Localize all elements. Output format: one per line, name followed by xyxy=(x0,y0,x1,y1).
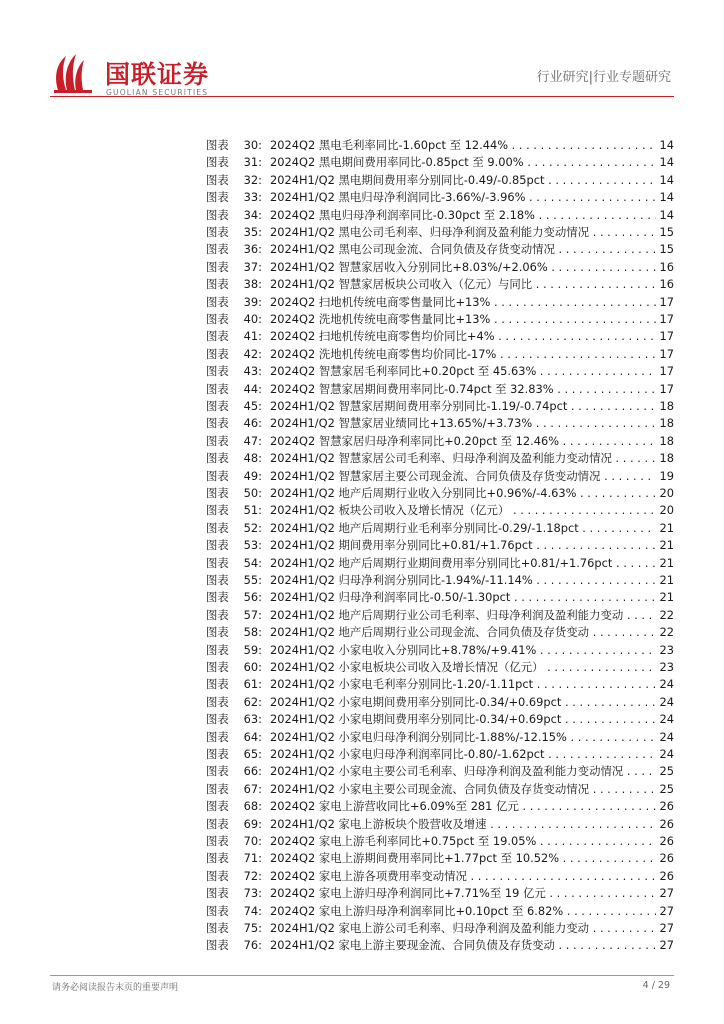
toc-entry-number: 42: xyxy=(243,346,262,361)
toc-entry-label: 图表 xyxy=(206,468,229,483)
toc-entry-label: 图表 xyxy=(206,486,229,500)
toc-entry-page: 20 xyxy=(656,502,674,519)
toc-entry[interactable] xyxy=(0,589,724,606)
toc-entry[interactable] xyxy=(0,781,724,798)
toc-entry-label: 图表 xyxy=(206,573,229,587)
toc-entry[interactable] xyxy=(0,798,724,815)
toc-entry-label: 图表 xyxy=(206,538,229,553)
toc-entry-label: 图表 xyxy=(206,399,229,413)
toc-entry-page: 26 xyxy=(656,850,674,867)
toc-entry-page: 27 xyxy=(656,920,674,937)
toc-entry-label: 图表 xyxy=(206,138,229,152)
toc-entry[interactable] xyxy=(0,415,724,432)
toc-entry-label: 图表 xyxy=(206,660,229,674)
toc-entry-page: 21 xyxy=(656,537,674,554)
toc-entry-page: 15 xyxy=(656,241,674,258)
toc-entry-title: 2024H1/Q2 智慧家居主要公司现金流、合同负债及存货变动情况 . . . xyxy=(270,468,656,485)
toc-entry-page: 21 xyxy=(656,572,674,589)
toc-entry-number: 70: xyxy=(243,834,262,848)
toc-entry-label: 图表 xyxy=(206,886,229,901)
toc-entry[interactable] xyxy=(0,885,724,902)
toc-entry-number: 65: xyxy=(243,747,262,761)
toc-entry-number: 63: xyxy=(243,712,262,727)
toc-entry[interactable] xyxy=(0,659,724,676)
toc-entry[interactable] xyxy=(0,607,724,624)
toc-entry-number: 48: xyxy=(243,451,262,466)
toc-entry-label: 图表 xyxy=(206,294,229,309)
toc-entry-number: 74: xyxy=(243,903,262,918)
toc-entry-title: 2024H1/Q2 小家电主要公司毛利率、归母净利润及盈利能力变动情况 . . . xyxy=(270,763,656,780)
toc-entry-page: 17 xyxy=(656,311,674,328)
toc-entry[interactable] xyxy=(0,276,724,293)
toc-entry-label: 图表 xyxy=(206,381,229,396)
toc-entry-number: 69: xyxy=(243,816,262,831)
toc-entry-number: 36: xyxy=(243,242,262,257)
toc-entry-label: 图表 xyxy=(206,903,229,918)
toc-entry-label: 图表 xyxy=(206,555,229,570)
toc-entry-label: 图表 xyxy=(206,851,229,866)
toc-entry-number: 47: xyxy=(243,433,262,448)
toc-entry-label: 图表 xyxy=(206,503,229,518)
toc-entry-label: 图表 xyxy=(206,799,229,814)
toc-entry[interactable] xyxy=(0,920,724,937)
toc-entry-number: 30: xyxy=(243,138,262,152)
toc-entry-label: 图表 xyxy=(206,172,229,187)
toc-entry-title: 2024Q2 家电上游毛利率同比+0.75pct 至 19.05% . . . xyxy=(270,833,656,850)
toc-entry[interactable] xyxy=(0,624,724,641)
toc-entry-number: 68: xyxy=(243,799,262,814)
toc-entry-title: 2024H1/Q2 智慧家居公司毛利率、归母净利润及盈利能力变动情况 . . . xyxy=(270,450,656,467)
toc-entry-label: 图表 xyxy=(206,921,229,935)
toc-entry-number: 64: xyxy=(243,729,262,744)
toc-entry-number: 56: xyxy=(243,590,262,605)
toc-entry[interactable] xyxy=(0,502,724,519)
toc-entry-page: 21 xyxy=(656,520,674,537)
toc-entry[interactable] xyxy=(0,485,724,502)
toc-entry-label: 图表 xyxy=(206,764,229,779)
toc-entry-number: 62: xyxy=(243,694,262,709)
toc-entry-number: 38: xyxy=(243,277,262,292)
footer-divider xyxy=(50,975,674,976)
toc-entry-page: 27 xyxy=(656,937,674,954)
toc-entry-page: 26 xyxy=(656,868,674,885)
toc-entry[interactable] xyxy=(0,868,724,885)
page-header xyxy=(0,0,724,100)
toc-entry[interactable] xyxy=(0,398,724,415)
toc-entry-page: 26 xyxy=(656,833,674,850)
toc-entry-number: 73: xyxy=(243,886,262,901)
toc-entry-number: 58: xyxy=(243,625,262,640)
document-category: 行业研究|行业专题研究 xyxy=(536,70,671,85)
footer-disclaimer: 请务必阅读报告末页的重要声明 xyxy=(52,983,179,993)
toc-entry-number: 33: xyxy=(243,190,262,205)
toc-entry-page: 17 xyxy=(656,363,674,380)
toc-entry-number: 46: xyxy=(243,416,262,431)
toc-entry-number: 35: xyxy=(243,225,262,239)
toc-entry-number: 50: xyxy=(243,486,262,500)
toc-entry-label: 图表 xyxy=(206,155,229,170)
toc-entry[interactable] xyxy=(0,729,724,746)
toc-entry-title: 2024H1/Q2 黑电公司现金流、合同负债及存货变动情况 . . . xyxy=(270,241,656,258)
toc-entry-page: 24 xyxy=(656,694,674,711)
toc-entry-page: 16 xyxy=(656,259,674,276)
toc-entry-title: 2024H1/Q2 小家电归母净利润分别同比-1.88%/-12.15% . . . xyxy=(270,729,656,746)
guolian-logo-icon xyxy=(50,50,96,96)
toc-entry-page: 23 xyxy=(656,642,674,659)
toc-entry-title: 2024Q2 智慧家居期间费用率同比-0.74pct 至 32.83% . . . xyxy=(270,381,656,398)
toc-entry-title: 2024H1/Q2 小家电板块公司收入及增长情况（亿元） . . . xyxy=(270,659,656,676)
toc-entry[interactable] xyxy=(0,937,724,954)
toc-entry-label: 图表 xyxy=(206,747,229,761)
toc-entry-label: 图表 xyxy=(206,642,229,657)
toc-entry-title: 2024Q2 智慧家居归母净利率同比+0.20pct 至 12.46% . . . xyxy=(270,433,656,450)
toc-entry-title: 2024Q2 家电上游归母净利润率同比+0.10pct 至 6.82% . . . xyxy=(270,903,656,920)
toc-entry-page: 25 xyxy=(656,763,674,780)
toc-entry-title: 2024H1/Q2 板块公司收入及增长情况（亿元） . . . xyxy=(270,502,656,519)
toc-entry-number: 67: xyxy=(243,781,262,796)
brand-name: 国联证券 xyxy=(105,60,210,89)
toc-entry-number: 60: xyxy=(243,660,262,674)
toc-entry-title: 2024Q2 黑电毛利率同比-1.60pct 至 12.44% . . . xyxy=(270,137,656,154)
toc-entry-title: 2024Q2 家电上游营收同比+6.09%至 281 亿元 . . . xyxy=(270,798,656,815)
toc-entry-label: 图表 xyxy=(206,451,229,466)
toc-entry-title: 2024H1/Q2 地产后周期行业毛利率分别同比-0.29/-1.18pct . . . xyxy=(270,520,656,537)
toc-entry-page: 26 xyxy=(656,816,674,833)
toc-entry-title: 2024H1/Q2 家电上游公司毛利率、归母净利润及盈利能力变动 . . . xyxy=(270,920,656,937)
toc-entry-label: 图表 xyxy=(206,207,229,222)
toc-entry-number: 51: xyxy=(243,503,262,518)
toc-entry-number: 41: xyxy=(243,329,262,344)
toc-entry-title: 2024H1/Q2 归母净利润率同比-0.50/-1.30pct . . . xyxy=(270,589,656,606)
toc-entry-label: 图表 xyxy=(206,242,229,257)
toc-entry-label: 图表 xyxy=(206,868,229,883)
toc-entry-page: 15 xyxy=(656,224,674,241)
toc-entry[interactable] xyxy=(0,381,724,398)
toc-entry-title: 2024Q2 洗地机传统电商零售量同比+13% . . . xyxy=(270,311,656,328)
toc-entry[interactable] xyxy=(0,555,724,572)
toc-entry-title: 2024Q2 家电上游各项费用率变动情况 . . . xyxy=(270,868,656,885)
toc-entry-title: 2024H1/Q2 地产后周期行业期间费用率分别同比+0.81/+1.76pct . . . xyxy=(270,555,656,572)
toc-entry-page: 14 xyxy=(656,172,674,189)
toc-entry-title: 2024H1/Q2 小家电期间费用率分别同比-0.34/+0.69pct . . . xyxy=(270,694,656,711)
toc-entry-page: 23 xyxy=(656,659,674,676)
toc-entry-title: 2024H1/Q2 归母净利润分别同比-1.94%/-11.14% . . . xyxy=(270,572,656,589)
toc-entry-label: 图表 xyxy=(206,364,229,379)
toc-entry-number: 76: xyxy=(243,938,262,953)
toc-entry-number: 37: xyxy=(243,259,262,274)
toc-entry-number: 66: xyxy=(243,764,262,779)
toc-entry[interactable] xyxy=(0,433,724,450)
toc-entry-label: 图表 xyxy=(206,190,229,205)
toc-entry[interactable] xyxy=(0,207,724,224)
toc-entry-page: 18 xyxy=(656,450,674,467)
toc-entry-page: 14 xyxy=(656,207,674,224)
toc-entry-page: 22 xyxy=(656,607,674,624)
toc-entry-label: 图表 xyxy=(206,590,229,605)
toc-entry-page: 17 xyxy=(656,328,674,345)
toc-entry-label: 图表 xyxy=(206,277,229,292)
toc-entry-page: 18 xyxy=(656,398,674,415)
toc-entry-page: 17 xyxy=(656,346,674,363)
toc-entry-label: 图表 xyxy=(206,433,229,448)
toc-entry[interactable] xyxy=(0,468,724,485)
toc-entry-title: 2024Q2 家电上游归母净利润同比+7.71%至 19 亿元 . . . xyxy=(270,885,656,902)
toc-entry[interactable] xyxy=(0,850,724,867)
toc-entry-page: 22 xyxy=(656,624,674,641)
toc-entry-title: 2024H1/Q2 地产后周期行业收入分别同比+0.96%/-4.63% . . . xyxy=(270,485,656,502)
toc-entry-number: 71: xyxy=(243,851,262,866)
toc-entry-title: 2024Q2 黑电期间费用率同比-0.85pct 至 9.00% . . . xyxy=(270,154,656,171)
toc-entry-label: 图表 xyxy=(206,816,229,831)
toc-entry-page: 25 xyxy=(656,781,674,798)
brand-name-en: GUOLIAN SECURITIES xyxy=(106,88,209,97)
toc-entry-page: 21 xyxy=(656,555,674,572)
toc-entry-number: 39: xyxy=(243,294,262,309)
toc-entry-label: 图表 xyxy=(206,729,229,744)
page-number: 4 / 29 xyxy=(642,980,670,991)
toc-entry-label: 图表 xyxy=(206,329,229,344)
toc-entry-title: 2024H1/Q2 家电上游主要现金流、合同负债及存货变动 . . . xyxy=(270,937,656,954)
toc-entry-title: 2024H1/Q2 智慧家居板块公司收入（亿元）与同比 . . . xyxy=(270,276,656,293)
toc-entry-number: 45: xyxy=(243,399,262,413)
toc-entry[interactable] xyxy=(0,676,724,693)
toc-entry[interactable] xyxy=(0,137,724,154)
toc-entry-title: 2024Q2 扫地机传统电商零售量同比+13% . . . xyxy=(270,294,656,311)
toc-entry-number: 54: xyxy=(243,555,262,570)
toc-entry[interactable] xyxy=(0,189,724,206)
toc-entry-label: 图表 xyxy=(206,938,229,953)
toc-entry-label: 图表 xyxy=(206,694,229,709)
toc-entry-label: 图表 xyxy=(206,225,229,239)
toc-entry-title: 2024H1/Q2 黑电期间费用率分别同比-0.49/-0.85pct . . . xyxy=(270,172,656,189)
toc-entry[interactable] xyxy=(0,903,724,920)
toc-entry[interactable] xyxy=(0,537,724,554)
toc-entry-title: 2024H1/Q2 地产后周期行业公司毛利率、归母净利润及盈利能力变动 . . . xyxy=(270,607,656,624)
toc-entry-number: 44: xyxy=(243,381,262,396)
toc-entry[interactable] xyxy=(0,450,724,467)
toc-entry[interactable] xyxy=(0,346,724,363)
toc-entry-title: 2024Q2 智慧家居毛利率同比+0.20pct 至 45.63% . . . xyxy=(270,363,656,380)
toc-entry-page: 18 xyxy=(656,415,674,432)
toc-entry-number: 59: xyxy=(243,642,262,657)
toc-entry-page: 16 xyxy=(656,276,674,293)
toc-entry-number: 32: xyxy=(243,172,262,187)
toc-entry-number: 61: xyxy=(243,677,262,692)
toc-entry[interactable] xyxy=(0,328,724,345)
toc-entry-title: 2024H1/Q2 黑电归母净利润同比-3.66%/-3.96% . . . xyxy=(270,189,656,206)
toc-entry[interactable] xyxy=(0,259,724,276)
toc-entry-label: 图表 xyxy=(206,607,229,622)
toc-entry-number: 49: xyxy=(243,468,262,483)
toc-entry-title: 2024H1/Q2 智慧家居收入分别同比+8.03%/+2.06% . . . xyxy=(270,259,656,276)
toc-entry-number: 40: xyxy=(243,312,262,326)
toc-entry-label: 图表 xyxy=(206,312,229,326)
toc-entry-number: 55: xyxy=(243,573,262,587)
toc-entry[interactable] xyxy=(0,746,724,763)
toc-entry-title: 2024H1/Q2 小家电期间费用率分别同比-0.34/+0.69pct . . . xyxy=(270,711,656,728)
toc-entry-page: 18 xyxy=(656,433,674,450)
toc-entry-page: 24 xyxy=(656,729,674,746)
toc-entry-title: 2024Q2 家电上游期间费用率同比+1.77pct 至 10.52% . . . xyxy=(270,850,656,867)
toc-entry-number: 31: xyxy=(243,155,262,170)
toc-entry-title: 2024H1/Q2 小家电归母净利润率同比-0.80/-1.62pct . . . xyxy=(270,746,656,763)
toc-entry-page: 27 xyxy=(656,903,674,920)
toc-entry-label: 图表 xyxy=(206,346,229,361)
toc-entry-page: 24 xyxy=(656,676,674,693)
toc-entry-number: 52: xyxy=(243,520,262,535)
toc-entry[interactable] xyxy=(0,294,724,311)
toc-entry[interactable] xyxy=(0,694,724,711)
toc-entry-label: 图表 xyxy=(206,520,229,535)
toc-entry-page: 21 xyxy=(656,589,674,606)
toc-entry[interactable] xyxy=(0,224,724,241)
toc-entry-page: 27 xyxy=(656,885,674,902)
toc-entry-page: 19 xyxy=(656,468,674,485)
toc-entry-page: 24 xyxy=(656,746,674,763)
toc-entry-page: 14 xyxy=(656,189,674,206)
toc-entry-number: 57: xyxy=(243,607,262,622)
toc-entry-title: 2024H1/Q2 小家电主要公司现金流、合同负债及存货变动情况 . . . xyxy=(270,781,656,798)
toc-entry[interactable] xyxy=(0,642,724,659)
toc-entry-title: 2024Q2 扫地机传统电商零售均价同比+4% . . . xyxy=(270,328,656,345)
toc-entry[interactable] xyxy=(0,816,724,833)
toc-entry-page: 17 xyxy=(656,381,674,398)
toc-entry-page: 24 xyxy=(656,711,674,728)
toc-entry[interactable] xyxy=(0,241,724,258)
toc-entry-label: 图表 xyxy=(206,834,229,848)
toc-entry[interactable] xyxy=(0,154,724,171)
toc-entry[interactable] xyxy=(0,172,724,189)
toc-entry-title: 2024H1/Q2 期间费用率分别同比+0.81/+1.76pct . . . xyxy=(270,537,656,554)
toc-entry-number: 75: xyxy=(243,921,262,935)
toc-entry-title: 2024H1/Q2 智慧家居业绩同比+13.65%/+3.73% . . . xyxy=(270,415,656,432)
toc-entry-label: 图表 xyxy=(206,781,229,796)
toc-entry[interactable] xyxy=(0,572,724,589)
toc-entry-title: 2024H1/Q2 小家电毛利率分别同比-1.20/-1.11pct . . . xyxy=(270,676,656,693)
toc-entry-title: 2024Q2 洗地机传统电商零售均价同比-17% . . . xyxy=(270,346,656,363)
toc-entry-number: 34: xyxy=(243,207,262,222)
toc-entry-title: 2024H1/Q2 智慧家居期间费用率分别同比-1.19/-0.74pct . . . xyxy=(270,398,656,415)
toc-entry[interactable] xyxy=(0,763,724,780)
toc-entry[interactable] xyxy=(0,311,724,328)
toc-entry-page: 14 xyxy=(656,137,674,154)
toc-entry-page: 14 xyxy=(656,154,674,171)
toc-entry-label: 图表 xyxy=(206,677,229,692)
toc-entry-label: 图表 xyxy=(206,625,229,640)
toc-entry-label: 图表 xyxy=(206,259,229,274)
toc-entry-number: 53: xyxy=(243,538,262,553)
toc-entry-number: 72: xyxy=(243,868,262,883)
toc-entry-title: 2024Q2 黑电归母净利润率同比-0.30pct 至 2.18% . . . xyxy=(270,207,656,224)
toc-entry-number: 43: xyxy=(243,364,262,379)
toc-entry-title: 2024H1/Q2 黑电公司毛利率、归母净利润及盈利能力变动情况 . . . xyxy=(270,224,656,241)
toc-entry[interactable] xyxy=(0,520,724,537)
toc-entry-label: 图表 xyxy=(206,416,229,431)
toc-entry-title: 2024H1/Q2 地产后周期行业公司现金流、合同负债及存货变动 . . . xyxy=(270,624,656,641)
toc-entry-title: 2024H1/Q2 小家电收入分别同比+8.78%/+9.41% . . . xyxy=(270,642,656,659)
toc-entry[interactable] xyxy=(0,363,724,380)
toc-entry-page: 20 xyxy=(656,485,674,502)
toc-entry-title: 2024H1/Q2 家电上游板块个股营收及增速 . . . xyxy=(270,816,656,833)
toc-entry[interactable] xyxy=(0,711,724,728)
toc-entry-page: 17 xyxy=(656,294,674,311)
toc-entry-page: 26 xyxy=(656,798,674,815)
header-divider xyxy=(50,96,674,97)
toc-entry-label: 图表 xyxy=(206,712,229,727)
toc-entry[interactable] xyxy=(0,833,724,850)
